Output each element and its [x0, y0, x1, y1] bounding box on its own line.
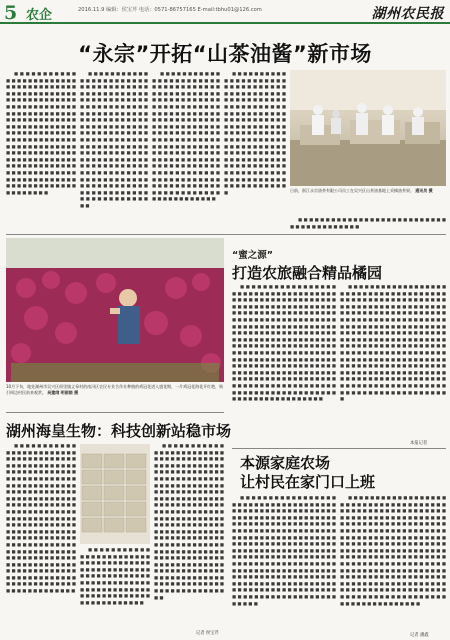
flower-caption-text: 10月下旬，地处湖州市吴兴区织里镇义皋村的南浔区农民专业合作社种植的鸡冠花进入盛花期，一片鸡冠花海花开红艳，吸引周边村民前来观赏。: [6, 384, 224, 395]
seafood-col-1: ■ ■ ■ ■ ■ ■ ■ ■ ■ ■ ■ ■ ■ ■ ■ ■ ■ ■ ■ ■ ■ ■ ■ ■ ■ ■ ■ ■ ■ ■ ■ ■ ■ ■ ■ ■ ■ ■ ■ ■ ■ ■ ■ ■ ■ ■ ■ ■ ■ ■ ■ ■ ■ ■ ■ ■ ■ ■ ■ ■ ■ ■ ■ ■ ■ ■ ■ ■ ■ ■ ■ ■ ■ ■ ■ ■ ■ ■ ■ ■ ■ ■ ■ ■ ■ ■ ■ ■ ■ ■ ■ ■ ■ ■ ■ ■ ■ ■ ■ ■ ■ ■ ■ ■ ■ ■ ■ ■ ■ ■ ■ ■ ■ ■ ■ ■ ■ ■ ■ ■ ■ ■ ■ ■ ■ ■ ■ ■ ■ ■ ■ ■ ■ ■ ■ ■ ■ ■ ■ ■ ■ ■ ■ ■ ■ ■ ■ ■ ■ ■ ■ ■ ■ ■ ■ ■ ■ ■ ■ ■ ■ ■ ■ ■ ■ ■ ■ ■ ■ ■ ■ ■ ■ ■ ■ ■ ■ ■ ■ ■ ■ ■ ■ ■ ■ ■ ■ ■ ■ ■ ■ ■ ■ ■ ■ ■ ■ ■ ■ ■ ■ ■ ■ ■ ■ ■ ■ ■ ■ ■ ■ ■ ■ ■ ■ ■ ■ ■ ■ ■ ■ ■ ■ ■ ■ ■ ■ ■ ■ ■ ■ ■ ■ ■ ■ ■ ■ ■ ■ ■ ■ ■ ■ ■ ■ ■ ■ ■ ■ ■ ■ ■ ■ ■ ■ ■ ■ ■ ■ ■ ■ ■ ■ ■ ■ ■ ■ ■ ■ ■ ■ ■ ■ ■ ■ ■ ■ ■ ■ ■ ■ ■ ■ ■ ■ ■ ■ ■ ■ ■ ■ ■ ■ ■ ■ ■ ■: [6, 444, 76, 595]
masthead-meta: 2016.11.9 编辑：侯宝芹 电话：0571-86757165 E-mail:tbhu01@126.com: [78, 7, 262, 13]
home-byline: 记者 潘鑫: [410, 633, 429, 638]
lead-story-col-1: ■ ■ ■ ■ ■ ■ ■ ■ ■ ■ ■ ■ ■ ■ ■ ■ ■ ■ ■ ■ ■ ■ ■ ■ ■ ■ ■ ■ ■ ■ ■ ■ ■ ■ ■ ■ ■ ■ ■ ■ ■ ■ ■ ■ ■ ■ ■ ■ ■ ■ ■ ■ ■ ■ ■ ■ ■ ■ ■ ■ ■ ■ ■ ■ ■ ■ ■ ■ ■ ■ ■ ■ ■ ■ ■ ■ ■ ■ ■ ■ ■ ■ ■ ■ ■ ■ ■ ■ ■ ■ ■ ■ ■ ■ ■ ■ ■ ■ ■ ■ ■ ■ ■ ■ ■ ■ ■ ■ ■ ■ ■ ■ ■ ■ ■ ■ ■ ■ ■ ■ ■ ■ ■ ■ ■ ■ ■ ■ ■ ■ ■ ■ ■ ■ ■ ■ ■ ■ ■ ■ ■ ■ ■ ■ ■ ■ ■ ■ ■ ■ ■ ■ ■ ■ ■ ■ ■ ■ ■ ■ ■ ■ ■ ■ ■ ■ ■ ■ ■ ■ ■ ■ ■ ■ ■ ■ ■ ■ ■ ■ ■ ■ ■ ■ ■ ■ ■ ■ ■ ■ ■ ■ ■ ■ ■ ■ ■ ■ ■ ■ ■ ■ ■ ■ ■ ■ ■ ■ ■ ■ ■ ■ ■ ■ ■ ■ ■ ■ ■ ■ ■ ■ ■ ■ ■ ■ ■ ■ ■ ■ ■ ■ ■ ■ ■ ■ ■ ■ ■ ■: [6, 72, 76, 196]
page-number: 5: [4, 2, 18, 24]
home-headline-line1: 本源家庭农场: [240, 454, 331, 472]
lead-headline: “永宗”开拓“山茶油酱”新市场: [78, 42, 372, 66]
lead-caption-credit: 通讯员 摄: [415, 188, 433, 193]
home-col-2: ■ ■ ■ ■ ■ ■ ■ ■ ■ ■ ■ ■ ■ ■ ■ ■ ■ ■ ■ ■ ■ ■ ■ ■ ■ ■ ■ ■ ■ ■ ■ ■ ■ ■ ■ ■ ■ ■ ■ ■ ■ ■ ■ ■ ■ ■ ■ ■ ■ ■ ■ ■ ■ ■ ■ ■ ■ ■ ■ ■ ■ ■ ■ ■ ■ ■ ■ ■ ■ ■ ■ ■ ■ ■ ■ ■ ■ ■ ■ ■ ■ ■ ■ ■ ■ ■ ■ ■ ■ ■ ■ ■ ■ ■ ■ ■ ■ ■ ■ ■ ■ ■ ■ ■ ■ ■ ■ ■ ■ ■ ■ ■ ■ ■ ■ ■ ■ ■ ■ ■ ■ ■ ■ ■ ■ ■ ■ ■ ■ ■ ■ ■ ■ ■ ■ ■ ■ ■ ■ ■ ■ ■ ■ ■ ■ ■ ■ ■ ■ ■ ■ ■ ■ ■ ■ ■ ■ ■ ■ ■ ■ ■ ■ ■ ■ ■ ■ ■ ■ ■ ■ ■ ■ ■ ■ ■ ■ ■ ■ ■ ■ ■ ■ ■ ■ ■ ■ ■ ■ ■ ■ ■ ■ ■ ■ ■ ■ ■ ■ ■ ■ ■ ■ ■ ■ ■ ■ ■ ■ ■ ■ ■ ■ ■ ■ ■ ■ ■ ■ ■ ■ ■ ■ ■ ■ ■ ■ ■ ■ ■ ■ ■ ■ ■ ■ ■ ■ ■ ■ ■ ■ ■ ■ ■ ■ ■ ■ ■ ■ ■ ■ ■ ■ ■ ■ ■ ■ ■ ■ ■ ■ ■ ■ ■ ■ ■ ■ ■ ■ ■ ■ ■ ■ ■ ■ ■ ■ ■ ■ ■ ■ ■ ■ ■ ■ ■ ■ ■ ■ ■ ■ ■ ■ ■ ■ ■ ■ ■ ■ ■ ■ ■ ■ ■ ■ ■ ■ ■ ■ ■ ■ ■ ■ ■ ■ ■ ■ ■: [340, 496, 446, 607]
flower-photo: [6, 238, 224, 382]
masthead: [0, 0, 450, 24]
lead-photo-caption: [290, 188, 446, 218]
divider-lead: [6, 234, 446, 235]
home-headline: [240, 454, 375, 492]
lead-photo: [290, 70, 446, 186]
orchid-col-2: ■ ■ ■ ■ ■ ■ ■ ■ ■ ■ ■ ■ ■ ■ ■ ■ ■ ■ ■ ■ ■ ■ ■ ■ ■ ■ ■ ■ ■ ■ ■ ■ ■ ■ ■ ■ ■ ■ ■ ■ ■ ■ ■ ■ ■ ■ ■ ■ ■ ■ ■ ■ ■ ■ ■ ■ ■ ■ ■ ■ ■ ■ ■ ■ ■ ■ ■ ■ ■ ■ ■ ■ ■ ■ ■ ■ ■ ■ ■ ■ ■ ■ ■ ■ ■ ■ ■ ■ ■ ■ ■ ■ ■ ■ ■ ■ ■ ■ ■ ■ ■ ■ ■ ■ ■ ■ ■ ■ ■ ■ ■ ■ ■ ■ ■ ■ ■ ■ ■ ■ ■ ■ ■ ■ ■ ■ ■ ■ ■ ■ ■ ■ ■ ■ ■ ■ ■ ■ ■ ■ ■ ■ ■ ■ ■ ■ ■ ■ ■ ■ ■ ■ ■ ■ ■ ■ ■ ■ ■ ■ ■ ■ ■ ■ ■ ■ ■ ■ ■ ■ ■ ■ ■ ■ ■ ■ ■ ■ ■ ■ ■ ■ ■ ■ ■ ■ ■ ■ ■ ■ ■ ■ ■ ■ ■ ■ ■ ■ ■ ■ ■ ■ ■ ■ ■ ■ ■ ■ ■ ■ ■ ■ ■ ■ ■ ■ ■ ■ ■ ■ ■ ■ ■ ■ ■ ■ ■ ■ ■ ■ ■ ■ ■ ■ ■ ■ ■ ■ ■ ■ ■ ■ ■ ■ ■ ■ ■ ■ ■ ■ ■ ■ ■ ■ ■ ■ ■ ■ ■ ■ ■ ■ ■ ■ ■ ■ ■ ■ ■ ■ ■ ■ ■ ■ ■ ■ ■ ■ ■ ■ ■ ■ ■ ■ ■ ■ ■ ■ ■ ■ ■ ■ ■ ■ ■ ■ ■ ■ ■ ■ ■ ■ ■ ■ ■ ■ ■ ■ ■ ■ ■ ■ ■ ■ ■ ■ ■ ■ ■ ■ ■ ■ ■: [340, 285, 446, 403]
divider-mid-left: [6, 412, 224, 413]
seafood-col-3: ■ ■ ■ ■ ■ ■ ■ ■ ■ ■ ■ ■ ■ ■ ■ ■ ■ ■ ■ ■ ■ ■ ■ ■ ■ ■ ■ ■ ■ ■ ■ ■ ■ ■ ■ ■ ■ ■ ■ ■ ■ ■ ■ ■ ■ ■ ■ ■ ■ ■ ■ ■ ■ ■ ■ ■ ■ ■ ■ ■ ■ ■ ■ ■ ■ ■ ■ ■ ■ ■ ■ ■ ■ ■ ■ ■ ■ ■ ■ ■ ■ ■ ■ ■ ■ ■ ■ ■ ■ ■ ■ ■ ■ ■ ■ ■ ■ ■ ■ ■ ■ ■ ■ ■ ■ ■ ■ ■ ■ ■ ■ ■ ■ ■ ■ ■ ■ ■ ■ ■ ■ ■ ■ ■ ■ ■ ■ ■ ■ ■ ■ ■ ■ ■ ■ ■ ■ ■ ■ ■ ■ ■ ■ ■ ■ ■ ■ ■ ■ ■ ■ ■ ■ ■ ■ ■ ■ ■ ■ ■ ■ ■ ■ ■ ■ ■ ■ ■ ■ ■ ■ ■ ■ ■ ■ ■ ■ ■ ■ ■ ■ ■ ■ ■ ■ ■ ■ ■ ■ ■ ■ ■ ■ ■ ■ ■ ■ ■ ■ ■ ■ ■ ■ ■ ■ ■ ■ ■ ■ ■ ■ ■ ■ ■ ■ ■ ■ ■ ■ ■ ■ ■ ■ ■ ■ ■ ■ ■ ■ ■ ■ ■ ■ ■ ■ ■ ■ ■ ■ ■ ■ ■ ■ ■ ■ ■ ■ ■ ■ ■ ■ ■ ■ ■ ■ ■ ■ ■ ■ ■ ■ ■ ■ ■ ■ ■ ■ ■ ■ ■ ■ ■ ■ ■ ■ ■ ■ ■ ■ ■ ■ ■ ■ ■ ■ ■ ■ ■ ■ ■ ■ ■ ■ ■ ■ ■ ■ ■ ■: [154, 444, 224, 601]
photo-icon: [6, 238, 224, 382]
lead-caption-text: 日前，浙江永宗油茶有限公司员工在吴兴区山茶油基地上采摘油茶果。: [290, 188, 414, 193]
seafood-col-2: ■ ■ ■ ■ ■ ■ ■ ■ ■ ■ ■ ■ ■ ■ ■ ■ ■ ■ ■ ■ ■ ■ ■ ■ ■ ■ ■ ■ ■ ■ ■ ■ ■ ■ ■ ■ ■ ■ ■ ■ ■ ■ ■ ■ ■ ■ ■ ■ ■ ■ ■ ■ ■ ■ ■ ■ ■ ■ ■ ■ ■ ■ ■ ■ ■ ■ ■ ■ ■ ■ ■ ■ ■ ■ ■ ■ ■ ■ ■ ■ ■ ■ ■ ■ ■ ■ ■ ■ ■ ■ ■ ■ ■ ■ ■ ■ ■ ■ ■ ■ ■ ■ ■ ■ ■ ■ ■ ■ ■ ■ ■ ■ ■ ■: [80, 548, 150, 606]
seafood-headline: 湖州海皇生物：科技创新站稳市场: [6, 422, 232, 440]
orchid-subhead: “蜜之源”: [232, 250, 273, 261]
lead-story-col-3: ■ ■ ■ ■ ■ ■ ■ ■ ■ ■ ■ ■ ■ ■ ■ ■ ■ ■ ■ ■ ■ ■ ■ ■ ■ ■ ■ ■ ■ ■ ■ ■ ■ ■ ■ ■ ■ ■ ■ ■ ■ ■ ■ ■ ■ ■ ■ ■ ■ ■ ■ ■ ■ ■ ■ ■ ■ ■ ■ ■ ■ ■ ■ ■ ■ ■ ■ ■ ■ ■ ■ ■ ■ ■ ■ ■ ■ ■ ■ ■ ■ ■ ■ ■ ■ ■ ■ ■ ■ ■ ■ ■ ■ ■ ■ ■ ■ ■ ■ ■ ■ ■ ■ ■ ■ ■ ■ ■ ■ ■ ■ ■ ■ ■ ■ ■ ■ ■ ■ ■ ■ ■ ■ ■ ■ ■ ■ ■ ■ ■ ■ ■ ■ ■ ■ ■ ■ ■ ■ ■ ■ ■ ■ ■ ■ ■ ■ ■ ■ ■ ■ ■ ■ ■ ■ ■ ■ ■ ■ ■ ■ ■ ■ ■ ■ ■ ■ ■ ■ ■ ■ ■ ■ ■ ■ ■ ■ ■ ■ ■ ■ ■ ■ ■ ■ ■ ■ ■ ■ ■ ■ ■ ■ ■ ■ ■ ■ ■ ■ ■ ■ ■ ■ ■ ■ ■ ■ ■ ■ ■ ■ ■ ■ ■ ■ ■ ■ ■ ■ ■ ■ ■ ■ ■ ■ ■ ■ ■ ■ ■ ■ ■ ■ ■ ■ ■ ■ ■ ■: [152, 72, 220, 203]
paper-title: 湖州农民报: [371, 6, 444, 22]
home-col-1: ■ ■ ■ ■ ■ ■ ■ ■ ■ ■ ■ ■ ■ ■ ■ ■ ■ ■ ■ ■ ■ ■ ■ ■ ■ ■ ■ ■ ■ ■ ■ ■ ■ ■ ■ ■ ■ ■ ■ ■ ■ ■ ■ ■ ■ ■ ■ ■ ■ ■ ■ ■ ■ ■ ■ ■ ■ ■ ■ ■ ■ ■ ■ ■ ■ ■ ■ ■ ■ ■ ■ ■ ■ ■ ■ ■ ■ ■ ■ ■ ■ ■ ■ ■ ■ ■ ■ ■ ■ ■ ■ ■ ■ ■ ■ ■ ■ ■ ■ ■ ■ ■ ■ ■ ■ ■ ■ ■ ■ ■ ■ ■ ■ ■ ■ ■ ■ ■ ■ ■ ■ ■ ■ ■ ■ ■ ■ ■ ■ ■ ■ ■ ■ ■ ■ ■ ■ ■ ■ ■ ■ ■ ■ ■ ■ ■ ■ ■ ■ ■ ■ ■ ■ ■ ■ ■ ■ ■ ■ ■ ■ ■ ■ ■ ■ ■ ■ ■ ■ ■ ■ ■ ■ ■ ■ ■ ■ ■ ■ ■ ■ ■ ■ ■ ■ ■ ■ ■ ■ ■ ■ ■ ■ ■ ■ ■ ■ ■ ■ ■ ■ ■ ■ ■ ■ ■ ■ ■ ■ ■ ■ ■ ■ ■ ■ ■ ■ ■ ■ ■ ■ ■ ■ ■ ■ ■ ■ ■ ■ ■ ■ ■ ■ ■ ■ ■ ■ ■ ■ ■ ■ ■ ■ ■ ■ ■ ■ ■ ■ ■ ■ ■ ■ ■ ■ ■ ■ ■ ■ ■ ■ ■ ■ ■ ■ ■ ■ ■ ■ ■ ■ ■ ■ ■ ■ ■ ■ ■ ■ ■ ■ ■ ■ ■ ■ ■ ■ ■ ■ ■ ■ ■ ■ ■ ■ ■ ■ ■ ■ ■ ■ ■ ■ ■ ■ ■ ■: [232, 496, 336, 607]
seafood-byline: 记者 侯宝芹: [196, 631, 219, 636]
photo-icon: [290, 70, 446, 186]
seafood-photo: [80, 444, 150, 544]
lead-story-col-2: ■ ■ ■ ■ ■ ■ ■ ■ ■ ■ ■ ■ ■ ■ ■ ■ ■ ■ ■ ■ ■ ■ ■ ■ ■ ■ ■ ■ ■ ■ ■ ■ ■ ■ ■ ■ ■ ■ ■ ■ ■ ■ ■ ■ ■ ■ ■ ■ ■ ■ ■ ■ ■ ■ ■ ■ ■ ■ ■ ■ ■ ■ ■ ■ ■ ■ ■ ■ ■ ■ ■ ■ ■ ■ ■ ■ ■ ■ ■ ■ ■ ■ ■ ■ ■ ■ ■ ■ ■ ■ ■ ■ ■ ■ ■ ■ ■ ■ ■ ■ ■ ■ ■ ■ ■ ■ ■ ■ ■ ■ ■ ■ ■ ■ ■ ■ ■ ■ ■ ■ ■ ■ ■ ■ ■ ■ ■ ■ ■ ■ ■ ■ ■ ■ ■ ■ ■ ■ ■ ■ ■ ■ ■ ■ ■ ■ ■ ■ ■ ■ ■ ■ ■ ■ ■ ■ ■ ■ ■ ■ ■ ■ ■ ■ ■ ■ ■ ■ ■ ■ ■ ■ ■ ■ ■ ■ ■ ■ ■ ■ ■ ■ ■ ■ ■ ■ ■ ■ ■ ■ ■ ■ ■ ■ ■ ■ ■ ■ ■ ■ ■ ■ ■ ■ ■ ■ ■ ■ ■ ■ ■ ■ ■ ■ ■ ■ ■ ■ ■ ■ ■ ■ ■ ■ ■ ■ ■ ■ ■ ■ ■ ■ ■ ■ ■ ■ ■ ■ ■ ■ ■: [80, 72, 148, 209]
flower-caption-credit: 吴建纲 明丽娟 摄: [47, 390, 79, 395]
orchid-byline: 本报记者: [410, 441, 428, 446]
lead-story-col-5: ■ ■ ■ ■ ■ ■ ■ ■ ■ ■ ■ ■ ■ ■ ■ ■ ■ ■ ■ ■ ■ ■ ■ ■ ■ ■ ■ ■ ■ ■ ■ ■ ■ ■ ■ ■ ■ ■ ■ ■: [290, 218, 446, 230]
flower-photo-caption: [6, 384, 224, 410]
home-headline-line2: 让村民在家门口上班: [240, 473, 376, 491]
lead-story-col-4: ■ ■ ■ ■ ■ ■ ■ ■ ■ ■ ■ ■ ■ ■ ■ ■ ■ ■ ■ ■ ■ ■ ■ ■ ■ ■ ■ ■ ■ ■ ■ ■ ■ ■ ■ ■ ■ ■ ■ ■ ■ ■ ■ ■ ■ ■ ■ ■ ■ ■ ■ ■ ■ ■ ■ ■ ■ ■ ■ ■ ■ ■ ■ ■ ■ ■ ■ ■ ■ ■ ■ ■ ■ ■ ■ ■ ■ ■ ■ ■ ■ ■ ■ ■ ■ ■ ■ ■ ■ ■ ■ ■ ■ ■ ■ ■ ■ ■ ■ ■ ■ ■ ■ ■ ■ ■ ■ ■ ■ ■ ■ ■ ■ ■ ■ ■ ■ ■ ■ ■ ■ ■ ■ ■ ■ ■ ■ ■ ■ ■ ■ ■ ■ ■ ■ ■ ■ ■ ■ ■ ■ ■ ■ ■ ■ ■ ■ ■ ■ ■ ■ ■ ■ ■ ■ ■ ■ ■ ■ ■ ■ ■ ■ ■ ■ ■ ■ ■ ■ ■ ■ ■ ■ ■ ■ ■ ■ ■ ■ ■ ■ ■ ■ ■ ■ ■ ■ ■ ■ ■ ■ ■ ■ ■ ■ ■ ■ ■: [224, 72, 286, 196]
photo-icon: [80, 444, 150, 544]
orchid-headline: 打造农旅融合精品橘园: [232, 264, 383, 282]
orchid-col-1: ■ ■ ■ ■ ■ ■ ■ ■ ■ ■ ■ ■ ■ ■ ■ ■ ■ ■ ■ ■ ■ ■ ■ ■ ■ ■ ■ ■ ■ ■ ■ ■ ■ ■ ■ ■ ■ ■ ■ ■ ■ ■ ■ ■ ■ ■ ■ ■ ■ ■ ■ ■ ■ ■ ■ ■ ■ ■ ■ ■ ■ ■ ■ ■ ■ ■ ■ ■ ■ ■ ■ ■ ■ ■ ■ ■ ■ ■ ■ ■ ■ ■ ■ ■ ■ ■ ■ ■ ■ ■ ■ ■ ■ ■ ■ ■ ■ ■ ■ ■ ■ ■ ■ ■ ■ ■ ■ ■ ■ ■ ■ ■ ■ ■ ■ ■ ■ ■ ■ ■ ■ ■ ■ ■ ■ ■ ■ ■ ■ ■ ■ ■ ■ ■ ■ ■ ■ ■ ■ ■ ■ ■ ■ ■ ■ ■ ■ ■ ■ ■ ■ ■ ■ ■ ■ ■ ■ ■ ■ ■ ■ ■ ■ ■ ■ ■ ■ ■ ■ ■ ■ ■ ■ ■ ■ ■ ■ ■ ■ ■ ■ ■ ■ ■ ■ ■ ■ ■ ■ ■ ■ ■ ■ ■ ■ ■ ■ ■ ■ ■ ■ ■ ■ ■ ■ ■ ■ ■ ■ ■ ■ ■ ■ ■ ■ ■ ■ ■ ■ ■ ■ ■ ■ ■ ■ ■ ■ ■ ■ ■ ■ ■ ■ ■ ■ ■ ■ ■ ■ ■ ■ ■ ■ ■ ■ ■ ■ ■ ■ ■ ■ ■ ■ ■ ■ ■ ■ ■ ■ ■ ■ ■ ■ ■ ■ ■ ■ ■ ■ ■ ■ ■ ■ ■ ■ ■ ■ ■ ■ ■ ■ ■ ■ ■ ■ ■ ■ ■ ■ ■ ■ ■ ■ ■ ■ ■ ■ ■ ■ ■ ■ ■ ■ ■ ■ ■ ■ ■ ■ ■ ■ ■ ■ ■ ■ ■ ■ ■ ■ ■ ■ ■ ■ ■ ■ ■ ■ ■ ■ ■ ■ ■ ■ ■ ■ ■ ■ ■: [232, 285, 336, 403]
section-name: 农企: [26, 8, 53, 23]
divider-mid-right: [232, 448, 446, 449]
